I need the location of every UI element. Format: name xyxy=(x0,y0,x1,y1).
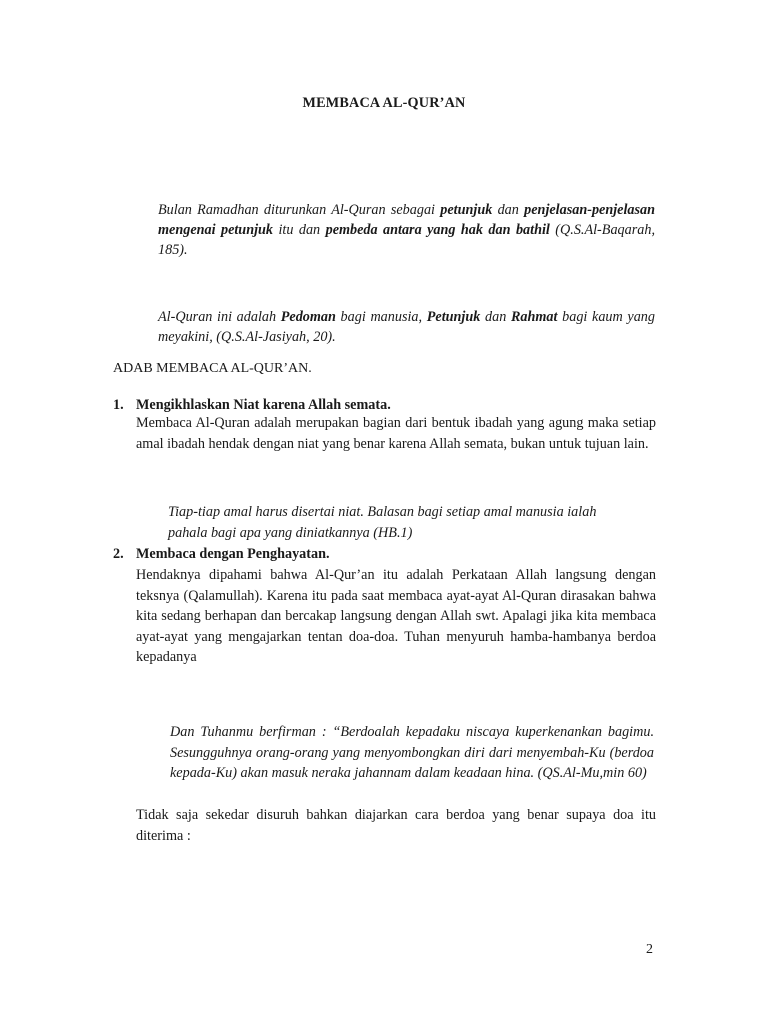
quote-text: (Q.S.Al-Baqarah, 185). xyxy=(158,222,655,258)
list-item-title: Mengikhlaskan Niat karena Allah semata. xyxy=(136,397,391,413)
page-title: MEMBACA AL-QUR’AN xyxy=(302,95,466,111)
quote-emphasis: penjelasan-penjelasan mengenai petunjuk xyxy=(158,202,656,238)
quote-emphasis: Pedoman xyxy=(280,309,336,325)
quote-al-jasiyah xyxy=(158,307,655,347)
quote-text: itu dan xyxy=(273,222,326,238)
quote-text: dan xyxy=(480,309,511,325)
list-item-body: Hendaknya dipahami bahwa Al-Qur’an itu adalah Perkataan Allah langsung dengan teksnya (Qalamullah). Karena itu pada saat membaca ayat-ayat Al-Quran dirasakan bahwa kita sedang berhapan dan bercakap langsung dengan Allah swt. Apalagi jika kita membaca ayat-ayat yang mengajarkan tentan doa-doa. Tuhan menyuruh hamba-hambanya berdoa kepadanya xyxy=(136,567,656,665)
quote-emphasis: pembeda antara yang hak dan bathil xyxy=(325,222,550,238)
section-heading: ADAB MEMBACA AL-QUR’AN. xyxy=(113,361,312,376)
list-item-title: Membaca dengan Penghayatan. xyxy=(136,546,330,562)
list-item-number: 2. xyxy=(113,546,124,562)
quote-text: Al-Quran ini adalah xyxy=(158,309,281,325)
page-number: 2 xyxy=(646,942,653,957)
quote-text: Bulan Ramadhan diturunkan Al-Quran sebagai xyxy=(158,202,441,218)
quote-text: bagi manusia, xyxy=(335,309,427,325)
quote-emphasis: Petunjuk xyxy=(426,309,481,325)
quote-text: dan xyxy=(492,202,525,218)
quote-text: bagi kaum yang meyakini, (Q.S.Al-Jasiyah, 20). xyxy=(158,309,655,345)
list-item-number: 1. xyxy=(113,397,124,413)
quote-emphasis: Rahmat xyxy=(510,309,558,325)
verse-quote: Dan Tuhanmu berfirman : “Berdoalah kepadaku niscaya kuperkenankan bagimu. Sesungguhnya orang-orang yang menyombongkan diri dari menyembah-Ku (berdoa kepada-Ku) akan masuk neraka jahannam dalam keadaan hina. (QS.Al-Mu,min 60) xyxy=(170,724,654,781)
quote-emphasis: petunjuk xyxy=(440,202,493,218)
quote-al-baqarah xyxy=(158,200,655,260)
list-item-body: Membaca Al-Quran adalah merupakan bagian dari bentuk ibadah yang agung maka setiap amal ibadah hendak dengan niat yang benar karena Allah semata, bukan untuk tujuan lain. xyxy=(136,415,656,452)
hadith-quote: Tiap-tiap amal harus disertai niat. Balasan bagi setiap amal manusia ialah pahala bagi apa yang diniatkannya (HB.1) xyxy=(168,504,597,541)
paragraph-text: Tidak saja sekedar disuruh bahkan diajarkan cara berdoa yang benar supaya doa itu diterima : xyxy=(136,807,656,844)
